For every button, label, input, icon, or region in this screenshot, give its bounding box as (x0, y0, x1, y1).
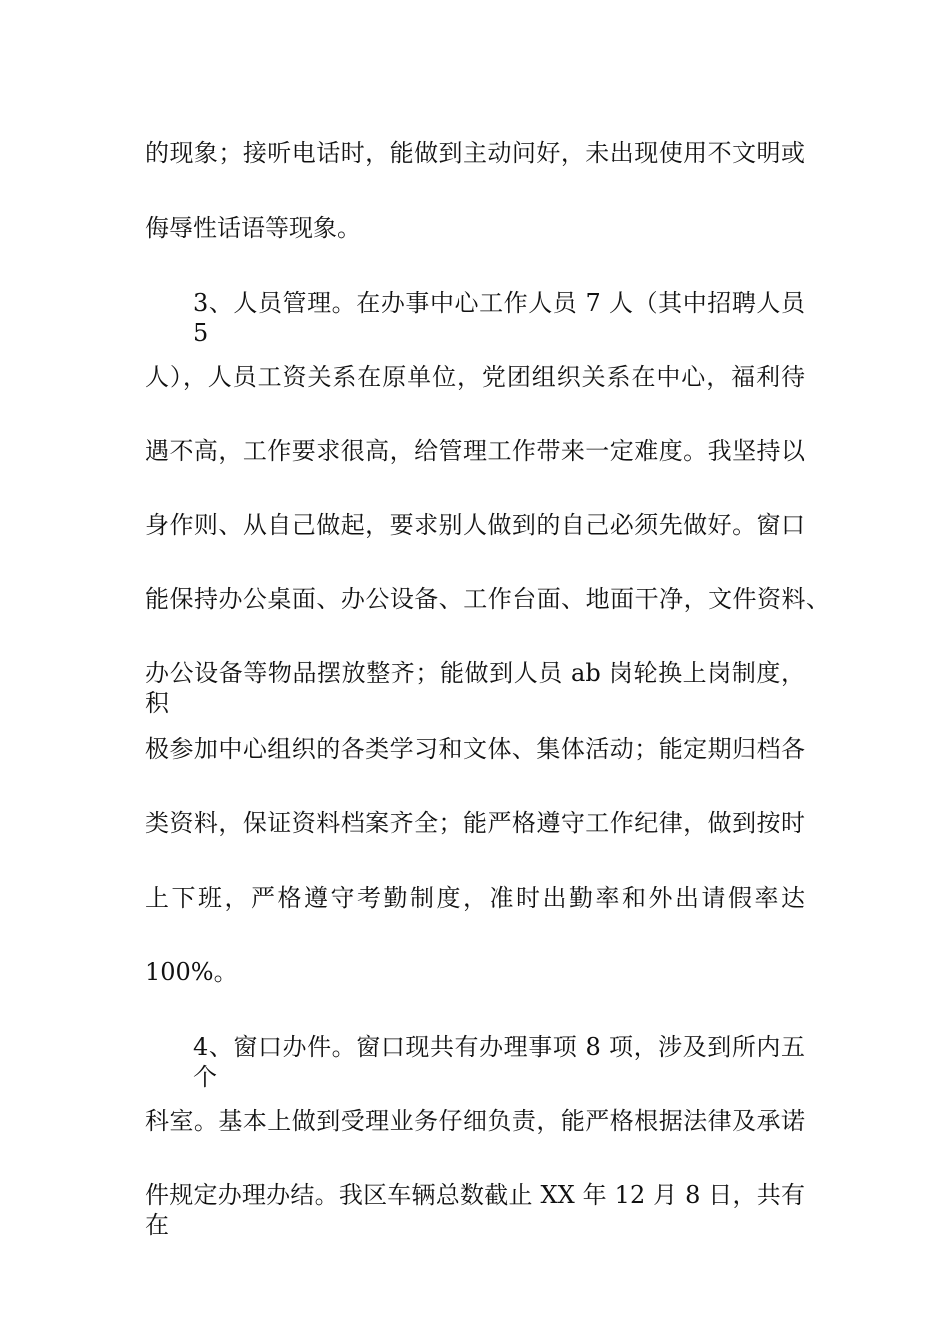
text-line: 能保持办公桌面、办公设备、工作台面、地面干净，文件资料、 (145, 585, 830, 613)
text-line: 4、窗口办件。窗口现共有办理事项 8 项，涉及到所内五个 (193, 1033, 805, 1091)
text-line: 身作则、从自己做起，要求别人做到的自己必须先做好。窗口 (145, 511, 805, 539)
text-line: 人），人员工资关系在原单位，党团组织关系在中心，福利待 (145, 363, 805, 391)
text-line: 的现象；接听电话时，能做到主动问好，未出现使用不文明或 (145, 139, 805, 167)
text-line: 办公设备等物品摆放整齐；能做到人员 ab 岗轮换上岗制度，积 (145, 659, 805, 717)
text-line: 上下班，严格遵守考勤制度，准时出勤率和外出请假率达 (145, 884, 805, 912)
text-line: 件规定办理办结。我区车辆总数截止 XX 年 12 月 8 日，共有在 (145, 1181, 805, 1239)
text-line: 科室。基本上做到受理业务仔细负责，能严格根据法律及承诺 (145, 1107, 805, 1135)
text-line: 侮辱性话语等现象。 (145, 214, 361, 242)
text-line: 极参加中心组织的各类学习和文体、集体活动；能定期归档各 (145, 735, 805, 763)
text-line: 3、人员管理。在办事中心工作人员 7 人（其中招聘人员 5 (193, 289, 805, 347)
text-line: 遇不高，工作要求很高，给管理工作带来一定难度。我坚持以 (145, 437, 805, 465)
text-line: 100%。 (145, 958, 238, 986)
text-line: 类资料，保证资料档案齐全；能严格遵守工作纪律，做到按时 (145, 809, 805, 837)
